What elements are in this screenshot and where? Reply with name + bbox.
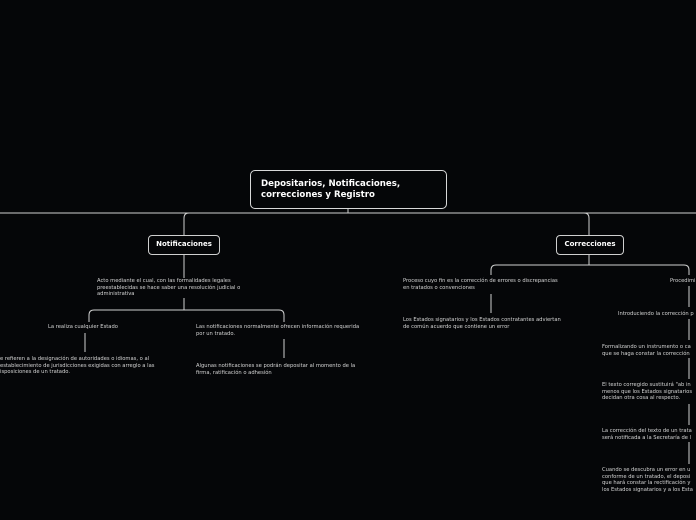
- procedure-step-4[interactable]: [602, 428, 692, 441]
- text-line: que se haga constar la corrección: [602, 350, 690, 357]
- text-line: preestablecidas se hace saber una resolución judicial o: [97, 284, 241, 291]
- root-title-line2: correcciones y Registro: [261, 190, 375, 200]
- notificaciones-right-subitem[interactable]: [196, 363, 355, 376]
- text-line: Los Estados signatarios y los Estados contratantes adviertan: [403, 317, 561, 323]
- correcciones-definition-subitem[interactable]: [403, 317, 561, 330]
- notificaciones-right-item[interactable]: [196, 324, 359, 337]
- text-line: en tratados o convenciones: [403, 284, 475, 291]
- text-line: será notificada a la Secretaría de l: [602, 434, 692, 441]
- notificaciones-left-item[interactable]: [48, 324, 118, 331]
- text-line: La corrección del texto de un trata: [602, 428, 692, 434]
- text-line: decidan otra cosa al respecto.: [602, 395, 681, 402]
- text-line: Formalizando un instrumento o ca: [602, 344, 691, 350]
- notificaciones-definition[interactable]: [97, 278, 240, 298]
- text-line: e refieren a la designación de autoridades o idiomas, o al: [0, 356, 150, 362]
- procedure-step-3[interactable]: [602, 382, 692, 402]
- text-line: menos que los Estados signatarios: [602, 388, 693, 395]
- text-line: Algunas notificaciones se podrán depositar al momento de la: [196, 363, 356, 369]
- text-line: de común acuerdo que contiene un error: [403, 323, 510, 330]
- text-line: Cuando se descubra un error en u: [602, 467, 691, 473]
- text-line: Acto mediante el cual, con las formalidades legales: [97, 278, 231, 284]
- correcciones-procedure[interactable]: [670, 278, 696, 285]
- text-line: Las notificaciones normalmente ofrecen información requerida: [196, 324, 360, 330]
- procedure-step-1[interactable]: [618, 311, 694, 318]
- procedure-step-2[interactable]: [602, 344, 691, 357]
- topic-correcciones[interactable]: Correcciones: [556, 235, 624, 255]
- text-line: conforme de un tratado, el deposi: [602, 473, 691, 480]
- text-line: que hará constar la rectificación y: [602, 480, 691, 487]
- text-line: firma, ratificación o adhesión: [196, 369, 272, 376]
- text-line: por un tratado.: [196, 330, 236, 337]
- root-topic[interactable]: [250, 170, 447, 209]
- procedure-step-5[interactable]: [602, 467, 693, 493]
- root-title-line1: Depositarios, Notificaciones,: [261, 179, 401, 189]
- correcciones-definition[interactable]: [403, 278, 558, 291]
- text-line: El texto corregido sustituirá "ab in: [602, 382, 691, 388]
- text-line: Proceso cuyo fin es la corrección de errores o discrepancias: [403, 278, 558, 284]
- topic-notificaciones[interactable]: Notificaciones: [148, 235, 220, 255]
- text-line: establecimiento de jurisdicciones exigidas con arreglo a las: [0, 362, 155, 369]
- text-line: administrativa: [97, 291, 135, 298]
- text-line: La realiza cualquier Estado: [48, 324, 118, 330]
- text-line: Introduciendo la corrección p: [618, 311, 694, 317]
- notificaciones-left-subitem[interactable]: [0, 356, 154, 376]
- text-line: Procedimi: [670, 278, 696, 284]
- text-line: isposiciones de un tratado.: [0, 369, 70, 376]
- text-line: los Estados signatarios y a los Esta: [602, 486, 693, 493]
